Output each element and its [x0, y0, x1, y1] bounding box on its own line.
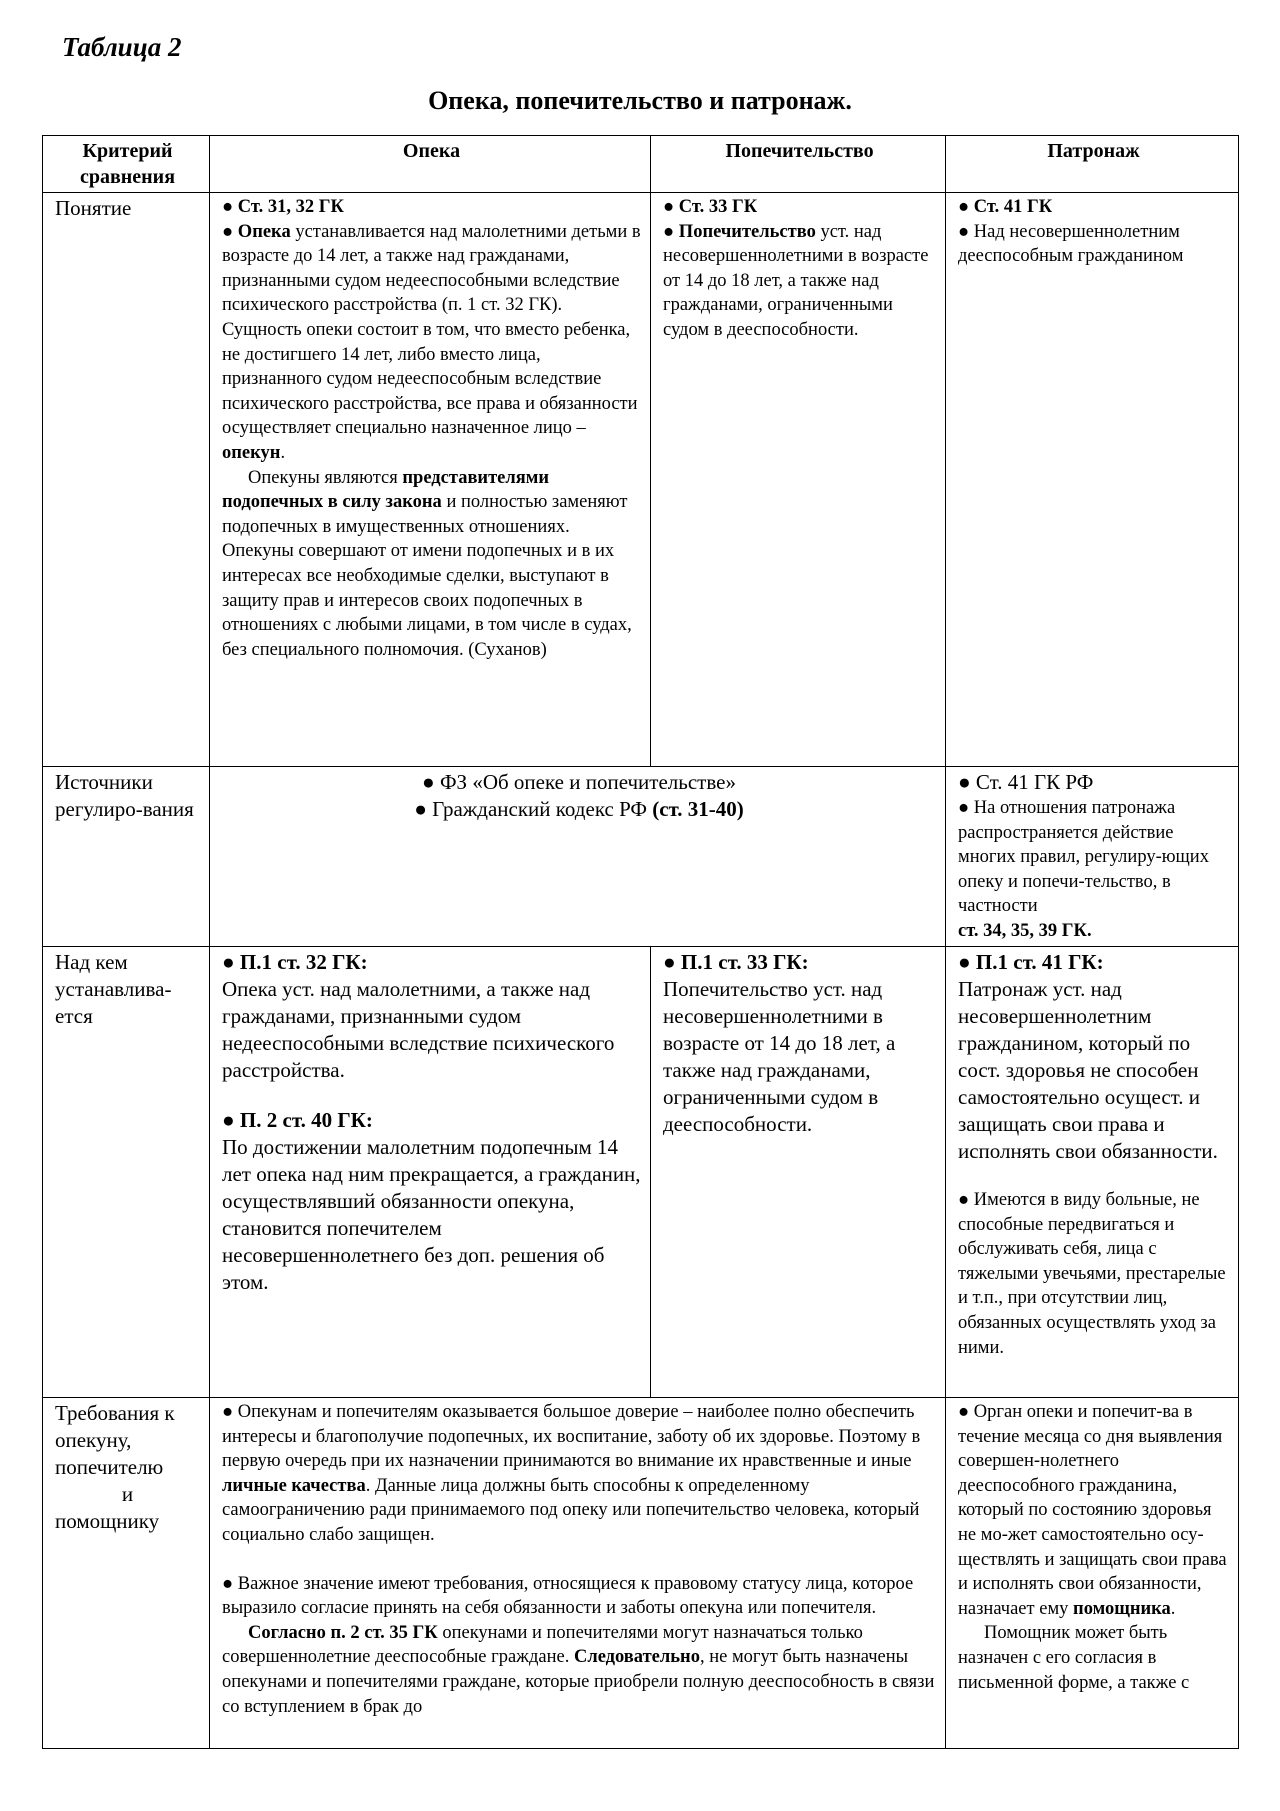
requirements-patronage-start: ● Орган опеки и попечит-ва в течение месяца со дня выявления совершен-нолетнего дееспособного гражданина, который по состоянию здоровья не мо-жет самостоятельно осу-ществлять и защищать свои права и исполнять свои обязанности, назначает ему — [958, 1402, 1227, 1619]
requirements-criterion-line2: и — [121, 1482, 134, 1506]
over-whom-patronage-ref: ● П.1 ст. 41 ГК: — [958, 950, 1104, 974]
requirements-p3-mid: опекунами и попечителями могут назначаться только совершеннолетние дееспособные граждане. — [222, 1622, 863, 1668]
concept-patronage-text: ● Над несовершеннолетним дееспособным гражданином — [958, 221, 1184, 267]
cell-over-whom-patronage — [946, 947, 1239, 1398]
table-row-over-whom — [43, 947, 1239, 1398]
concept-guardian-term: опекун — [222, 442, 281, 463]
table-number-label: Таблица 2 — [62, 32, 182, 62]
requirements-p3-bold2: Следовательно — [573, 1647, 700, 1668]
over-whom-patronage-note: ● Имеются в виду больные, не способные передвигаться и обслуживать себя, лица с тяжелыми увечьями, престарелые и т.п., при отсутствии лиц, обязанных осуществлять уход за ними. — [958, 1190, 1226, 1358]
requirements-p1-rest: . Данные лица должны быть способны к определенному самоограничению ради принимаемого под опеку или попечительство человека, который социально слабо защищен. — [222, 1475, 920, 1545]
over-whom-curatorship-ref: ● П.1 ст. 33 ГК: — [663, 950, 809, 974]
over-whom-guardianship-text1: Опека уст. над малолетними, а также над гражданами, признанными судом недееспособными вследствие психического расстройства. — [222, 977, 615, 1082]
table-row-requirements — [43, 1398, 1239, 1749]
requirements-p1-bold: личные качества — [222, 1475, 366, 1496]
requirements-patronage-end: . — [1170, 1598, 1176, 1619]
concept-guardianship-definition: устанавливается над малолетними детьми в возрасте до 14 лет, а также над гражданами, признанными судом недееспособными вследствие психического расстройства (п. 1 ст. 32 ГК). — [222, 221, 641, 316]
criterion-concept: Понятие — [43, 193, 210, 767]
cell-concept-guardianship — [210, 193, 651, 767]
header-patronage: Патронаж — [946, 136, 1239, 193]
requirements-p3-rest: , не могут быть назначены опекунами и попечителями граждане, которые приобрели полную дееспособность в связи со вступлением в брак до — [222, 1647, 935, 1717]
cell-sources-patronage — [946, 767, 1239, 947]
concept-guardianship-term: ● Опека — [222, 221, 291, 242]
header-guardianship: Опека — [210, 136, 651, 193]
header-criterion: Критерий сравнения — [43, 136, 210, 193]
concept-rep-bold: представителями подопечных в силу закона — [222, 467, 550, 513]
criterion-sources: Источники регулиро-вания — [43, 767, 210, 947]
cell-requirements-merged — [210, 1398, 946, 1749]
concept-essence-end: . — [280, 442, 286, 463]
requirements-patronage-bold: помощника — [1073, 1598, 1171, 1619]
sources-code-line: ● Гражданский кодекс РФ — [414, 797, 653, 821]
sources-patronage-articles: ст. 34, 35, 39 ГК. — [958, 920, 1092, 941]
cell-over-whom-curatorship — [651, 947, 946, 1398]
table-row-sources — [43, 767, 1239, 947]
document-title: Опека, попечительство и патронаж. — [428, 86, 852, 115]
requirements-patronage-p2: Помощник может быть назначен с его согласия в письменной форме, а также с — [958, 1623, 1190, 1693]
cell-over-whom-guardianship — [210, 947, 651, 1398]
cell-requirements-patronage — [946, 1398, 1239, 1749]
concept-guardianship-ref: ● Ст. 31, 32 ГК — [222, 197, 344, 217]
criterion-over-whom: Над кем устанавлива-ется — [43, 947, 210, 1398]
requirements-p3-bold1: Согласно п. 2 ст. 35 ГК — [248, 1622, 438, 1643]
cell-concept-curatorship — [651, 193, 946, 767]
over-whom-curatorship-text: Попечительство уст. над несовершеннолетними в возрасте от 14 до 18 лет, а также над гражданами, ограниченными судом в дееспособности. — [663, 977, 896, 1136]
concept-curatorship-ref: ● Ст. 33 ГК — [663, 197, 758, 217]
comparison-table — [42, 135, 1239, 1749]
requirements-criterion-line1: Требования к опекуну, попечителю — [55, 1401, 175, 1479]
concept-curatorship-definition: уст. над несовершеннолетними в возрасте от 14 до 18 лет, а также над гражданами, ограниченными судом в дееспособности. — [663, 221, 929, 340]
over-whom-guardianship-ref1: ● П.1 ст. 32 ГК: — [222, 950, 368, 974]
over-whom-guardianship-text2: По достижении малолетним подопечным 14 лет опека над ним прекращается, а гражданин, осуществлявший обязанности опекуна, становится попечителем несовершеннолетнего без доп. решения об этом. — [222, 1135, 641, 1294]
cell-concept-patronage — [946, 193, 1239, 767]
header-curatorship: Попечительство — [651, 136, 946, 193]
concept-curatorship-term: ● Попечительство — [663, 221, 816, 242]
requirements-p2: ● Важное значение имеют требования, относящиеся к правовому статусу лица, которое выразило согласие принять на себя обязанности и заботы опекуна или попечителя. — [222, 1573, 914, 1619]
table-header-row — [43, 136, 1239, 193]
cell-sources-merged — [210, 767, 946, 947]
sources-code-articles: (ст. 31-40) — [652, 797, 744, 821]
concept-guardianship-essence: Сущность опеки состоит в том, что вместо ребенка, не достигшего 14 лет, либо вместо лица, признанного судом недееспособным вследствие психического расстройства, все права и обязанности осуществляет специально назначенное лицо – — [222, 319, 638, 439]
criterion-requirements — [43, 1398, 210, 1749]
requirements-p1-start: ● Опекунам и попечителям оказывается большое доверие – наиболее полно обеспечить интересы и благополучие подопечных, их воспитание, заботу об их здоровье. Поэтому в первую очередь при их назначении принимаются во внимание их нравственные и иные — [222, 1402, 921, 1472]
over-whom-patronage-text: Патронаж уст. над несовершеннолетним гражданином, который по сост. здоровья не способен самостоятельно осущест. и защищать свои права и исполнять свои обязанности. — [958, 977, 1218, 1163]
sources-patronage-ref: ● Ст. 41 ГК РФ — [958, 770, 1094, 794]
concept-rep-start: Опекуны являются — [248, 467, 403, 488]
sources-law-line: ● ФЗ «Об опеке и попечительстве» — [422, 770, 736, 794]
sources-patronage-text: ● На отношения патронажа распространяется действие многих правил, регулиру-ющих опеку и попечи-тельство, в частности — [958, 798, 1209, 917]
requirements-criterion-line3: помощнику — [55, 1509, 160, 1533]
concept-rep-rest: и полностью заменяют подопечных в имущественных отношениях. Опекуны совершают от имени подопечных и в их интересах все необходимые сделки, выступают в защиту прав и интересов своих подопечных в отношениях с любыми лицами, в том числе в судах, без специального полномочия. (Суханов) — [222, 492, 632, 660]
over-whom-guardianship-ref2: ● П. 2 ст. 40 ГК: — [222, 1108, 373, 1132]
table-row-concept — [43, 193, 1239, 767]
concept-patronage-ref: ● Ст. 41 ГК — [958, 197, 1053, 217]
